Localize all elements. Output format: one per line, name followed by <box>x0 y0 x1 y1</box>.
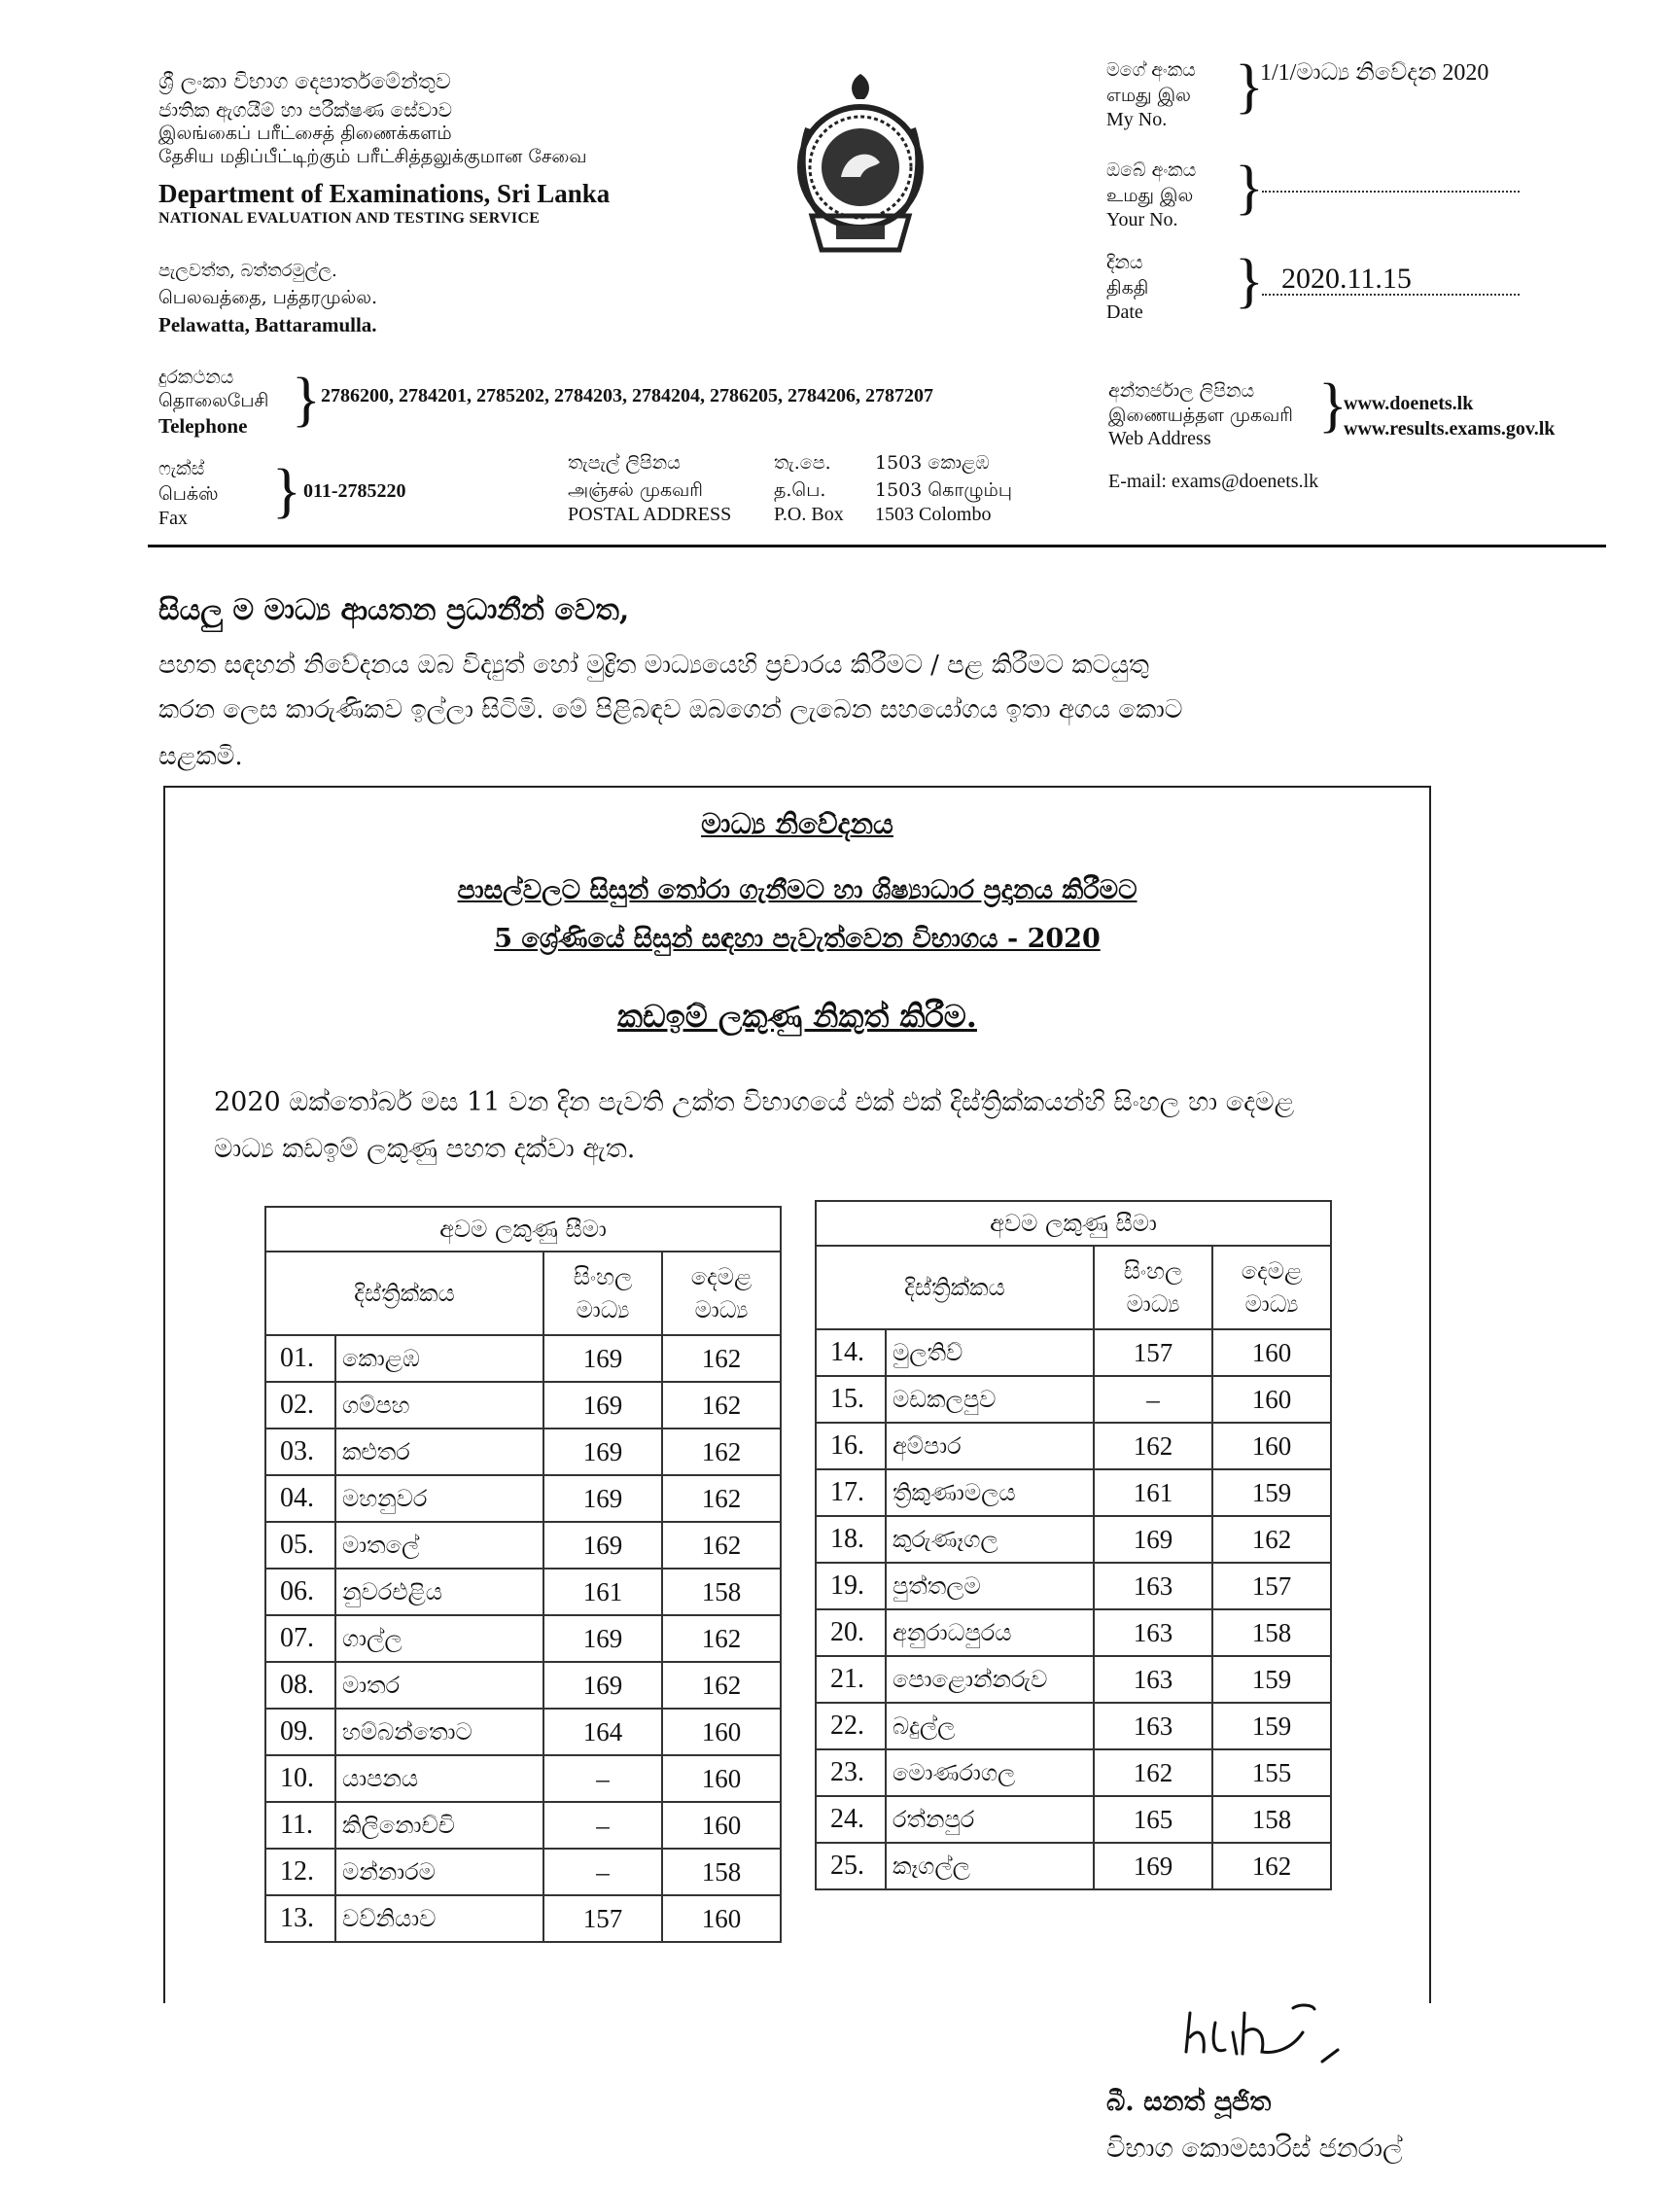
tamil-medium-mark: 162 <box>662 1522 781 1569</box>
fax-number: 011-2785220 <box>303 480 406 502</box>
date-brace: } <box>1235 248 1264 314</box>
email-address[interactable]: E-mail: exams@doenets.lk <box>1108 471 1319 492</box>
notice-subtitle-2: 5 ශ්‍රේණියේ සිසුන් සඳහා පැවැත්වෙන විභාගය - 2020 <box>494 924 1101 954</box>
left-col-sinhala-line1: සිංහල <box>573 1263 633 1290</box>
cutoff-table-right <box>815 1200 1332 1890</box>
pobox-label-sinhala: තැ.පෙ. <box>774 452 831 474</box>
district-number: 03. <box>265 1429 335 1475</box>
left-table-row <box>265 1522 781 1569</box>
tel-label-english: Telephone <box>158 414 248 438</box>
signatory-name: බී. සනත් පූජිත <box>1106 2087 1272 2117</box>
telephone-numbers: 2786200, 2784201, 2785202, 2784203, 2784204, 2786205, 2784206, 2787207 <box>321 385 933 406</box>
notice-subtitle-1: පාසල්වලට සිසුන් තෝරා ගැනීමට හා ශිෂ්‍යාධාර ප්‍රදානය කිරීමට <box>457 875 1138 905</box>
header-divider <box>148 545 1606 547</box>
sinhala-medium-mark: 169 <box>1094 1843 1212 1889</box>
your-no-label-tamil: உமது இல <box>1106 185 1194 206</box>
district-number: 17. <box>816 1469 886 1516</box>
pobox-value-sinhala: 1503 කොළඹ <box>875 452 990 474</box>
your-no-label-sinhala: ඔබේ අංකය <box>1106 159 1197 181</box>
right-group-header: අවම ලකුණු සීමා <box>816 1201 1331 1246</box>
right-col-sinhala-line1: සිංහල <box>1123 1257 1183 1285</box>
district-name: පුත්තලම <box>886 1563 1094 1609</box>
district-number: 15. <box>816 1376 886 1423</box>
tamil-medium-mark: 158 <box>662 1849 781 1895</box>
district-number: 24. <box>816 1796 886 1843</box>
tamil-medium-mark: 160 <box>662 1755 781 1802</box>
district-number: 20. <box>816 1609 886 1656</box>
website-link-doenets[interactable]: www.doenets.lk <box>1344 393 1474 414</box>
left-table-body <box>265 1335 781 1942</box>
left-table-row <box>265 1569 781 1615</box>
district-name: කිලිනොච්චි <box>335 1802 543 1849</box>
address-english: Pelawatta, Battaramulla. <box>158 313 377 336</box>
left-col-sinhala <box>543 1252 662 1335</box>
your-no-brace: } <box>1235 155 1264 221</box>
emblem-seal-icon <box>792 70 928 265</box>
district-number: 21. <box>816 1656 886 1703</box>
nets-name-english: NATIONAL EVALUATION AND TESTING SERVICE <box>158 210 541 227</box>
sinhala-medium-mark: 162 <box>1094 1423 1212 1469</box>
address-sinhala: පැලවත්ත, බත්තරමුල්ල. <box>158 261 337 281</box>
district-name: මහනුවර <box>335 1475 543 1522</box>
district-number: 05. <box>265 1522 335 1569</box>
fax-label-english: Fax <box>158 508 188 529</box>
right-col-district: දිස්ත්‍රික්කය <box>816 1246 1094 1329</box>
district-name: මඩකලපුව <box>886 1376 1094 1423</box>
right-table-row <box>816 1703 1331 1749</box>
tamil-medium-mark: 155 <box>1212 1749 1331 1796</box>
district-number: 01. <box>265 1335 335 1382</box>
notice-heading: කඩඉම් ලකුණු නිකුත් කිරීම. <box>617 998 977 1035</box>
sinhala-medium-mark: – <box>543 1802 662 1849</box>
sinhala-medium-mark: – <box>1094 1376 1212 1423</box>
district-number: 16. <box>816 1423 886 1469</box>
right-table-row <box>816 1656 1331 1703</box>
district-number: 02. <box>265 1382 335 1429</box>
right-col-sinhala <box>1094 1246 1212 1329</box>
district-name: කළුතර <box>335 1429 543 1475</box>
left-table-row <box>265 1662 781 1709</box>
district-name: ත්‍රිකුණාමලය <box>886 1469 1094 1516</box>
district-name: කුරුණෑගල <box>886 1516 1094 1563</box>
your-no-label-english: Your No. <box>1106 209 1178 230</box>
district-number: 22. <box>816 1703 886 1749</box>
date-label-english: Date <box>1106 301 1143 323</box>
district-number: 19. <box>816 1563 886 1609</box>
pobox-label-english: P.O. Box <box>774 504 844 525</box>
tel-label-tamil: தொலைபேசி <box>158 390 269 411</box>
sinhala-medium-mark: 157 <box>1094 1329 1212 1376</box>
cutoff-marks-table-right <box>815 1200 1332 1890</box>
right-table-row <box>816 1329 1331 1376</box>
sinhala-medium-mark: 164 <box>543 1709 662 1755</box>
district-name: ගාල්ල <box>335 1615 543 1662</box>
district-name: මාතර <box>335 1662 543 1709</box>
district-number: 14. <box>816 1329 886 1376</box>
tamil-medium-mark: 160 <box>662 1802 781 1849</box>
notice-paragraph-line-2: මාධ්‍ය කඩඉම් ලකුණු පහත දක්වා ඇත. <box>214 1134 636 1164</box>
my-no-label-sinhala: මගේ අංකය <box>1106 59 1196 81</box>
pobox-label-tamil: த.பெ. <box>774 479 826 501</box>
sinhala-medium-mark: 161 <box>1094 1469 1212 1516</box>
district-name: අනුරාධපුරය <box>886 1609 1094 1656</box>
cutoff-table-left <box>264 1206 782 1943</box>
district-number: 10. <box>265 1755 335 1802</box>
right-col-tamil-line1: දෙමළ <box>1241 1257 1303 1285</box>
sinhala-medium-mark: 169 <box>543 1615 662 1662</box>
left-col-tamil-line2: මාධ්‍ය <box>694 1296 749 1323</box>
sinhala-medium-mark: 161 <box>543 1569 662 1615</box>
dept-name-english: Department of Examinations, Sri Lanka <box>158 179 611 208</box>
left-table-row <box>265 1849 781 1895</box>
date-label-tamil: திகதி <box>1106 277 1149 299</box>
district-name: ගම්පහ <box>335 1382 543 1429</box>
date-value: 2020.11.15 <box>1281 263 1412 295</box>
right-col-tamil <box>1212 1246 1331 1329</box>
left-table-row <box>265 1755 781 1802</box>
tamil-medium-mark: 162 <box>662 1615 781 1662</box>
right-table-row <box>816 1423 1331 1469</box>
district-name: යාපනය <box>335 1755 543 1802</box>
pobox-value-english: 1503 Colombo <box>875 504 992 525</box>
fax-label-sinhala: ෆැක්ස් <box>158 458 205 479</box>
right-table-row <box>816 1376 1331 1423</box>
district-name: මුලතිව් <box>886 1329 1094 1376</box>
district-number: 07. <box>265 1615 335 1662</box>
right-table-row <box>816 1609 1331 1656</box>
right-table-row <box>816 1469 1331 1516</box>
district-number: 09. <box>265 1709 335 1755</box>
nets-name-sinhala: ජාතික ඇගයීම් හා පරීක්ෂණ සේවාව <box>158 98 452 122</box>
right-col-tamil-line2: මාධ්‍ය <box>1244 1290 1299 1318</box>
my-no-label-english: My No. <box>1106 109 1168 130</box>
district-number: 13. <box>265 1895 335 1942</box>
sinhala-medium-mark: 169 <box>543 1335 662 1382</box>
tamil-medium-mark: 162 <box>662 1335 781 1382</box>
district-number: 25. <box>816 1843 886 1889</box>
right-table-row <box>816 1516 1331 1563</box>
sinhala-medium-mark: 163 <box>1094 1656 1212 1703</box>
my-no-brace: } <box>1235 53 1264 120</box>
salutation: සියලු ම මාධ්‍ය ආයතන ප්‍රධානීන් වෙත, <box>158 593 630 627</box>
right-table-row <box>816 1796 1331 1843</box>
nets-name-tamil: தேசிய மதிப்பீட்டிற்கும் பரீட்சித்தலுக்குமான சேவை <box>158 146 587 167</box>
notice-title: මාධ්‍ය නිවේදනය <box>701 807 893 840</box>
district-name: හම්බන්තොට <box>335 1709 543 1755</box>
right-table-row <box>816 1749 1331 1796</box>
left-col-tamil <box>662 1252 781 1335</box>
sinhala-medium-mark: 163 <box>1094 1563 1212 1609</box>
tamil-medium-mark: 159 <box>1212 1703 1331 1749</box>
district-name: රත්නපුර <box>886 1796 1094 1843</box>
tamil-medium-mark: 162 <box>662 1382 781 1429</box>
right-table-row <box>816 1563 1331 1609</box>
tamil-medium-mark: 158 <box>1212 1609 1331 1656</box>
district-name: කෑගල්ල <box>886 1843 1094 1889</box>
district-name: මොණරාගල <box>886 1749 1094 1796</box>
district-name: මන්නාරම <box>335 1849 543 1895</box>
sinhala-medium-mark: 169 <box>543 1382 662 1429</box>
sinhala-medium-mark: – <box>543 1849 662 1895</box>
postal-label-tamil: அஞ்சல் முகவரி <box>568 479 703 501</box>
address-tamil: பெலவத்தை, பத்தரமுல்ல. <box>158 287 378 308</box>
sinhala-medium-mark: 169 <box>543 1662 662 1709</box>
sinhala-medium-mark: 162 <box>1094 1749 1212 1796</box>
district-number: 04. <box>265 1475 335 1522</box>
left-col-tamil-line1: දෙමළ <box>690 1263 752 1290</box>
sinhala-medium-mark: 169 <box>543 1522 662 1569</box>
left-table-row <box>265 1709 781 1755</box>
district-number: 06. <box>265 1569 335 1615</box>
district-name: මාතලේ <box>335 1522 543 1569</box>
date-underline <box>1262 294 1520 296</box>
web-label-sinhala: අන්තර්ජාල ලිපිනය <box>1108 380 1255 402</box>
left-table-row <box>265 1895 781 1942</box>
my-no-value: 1/1/මාධ්‍ය නිවේදන 2020 <box>1260 60 1489 86</box>
web-brace: } <box>1318 372 1348 439</box>
sinhala-medium-mark: 169 <box>543 1429 662 1475</box>
district-number: 12. <box>265 1849 335 1895</box>
district-number: 11. <box>265 1802 335 1849</box>
pobox-value-tamil: 1503 கொழும்பு <box>875 479 1012 501</box>
my-no-label-tamil: எமது இல <box>1106 85 1191 106</box>
tamil-medium-mark: 162 <box>1212 1843 1331 1889</box>
sri-lanka-emblem <box>792 70 928 265</box>
sinhala-medium-mark: 157 <box>543 1895 662 1942</box>
postal-label-english: POSTAL ADDRESS <box>568 504 732 525</box>
district-number: 18. <box>816 1516 886 1563</box>
left-group-header: අවම ලකුණු සීමා <box>265 1207 781 1252</box>
intro-line-2: කරන ලෙස කාරුණිකව ඉල්ලා සිටිමි. මේ පිළිබඳව ඔබගෙන් ලැබෙන සහයෝගය ඉතා අගය කොට <box>158 695 1183 724</box>
fax-label-tamil: பெக்ஸ் <box>158 483 219 505</box>
postal-label-sinhala: තැපැල් ලිපිනය <box>568 452 681 474</box>
notice-paragraph-line-1: 2020 ඔක්තෝබර් මස 11 වන දින පැවති උක්ත විභාගයේ එක් එක් දිස්ත්‍රික්කයන්හි සිංහල හා දෙමළ <box>214 1087 1295 1117</box>
sinhala-medium-mark: 169 <box>543 1475 662 1522</box>
sinhala-medium-mark: 163 <box>1094 1703 1212 1749</box>
dept-name-tamil: இலங்கைப் பரீட்சைத் திணைக்களம் <box>158 123 452 144</box>
tamil-medium-mark: 160 <box>662 1709 781 1755</box>
tamil-medium-mark: 159 <box>1212 1469 1331 1516</box>
district-number: 08. <box>265 1662 335 1709</box>
tamil-medium-mark: 159 <box>1212 1656 1331 1703</box>
sinhala-medium-mark: 169 <box>1094 1516 1212 1563</box>
tamil-medium-mark: 162 <box>1212 1516 1331 1563</box>
district-name: නුවරඑළිය <box>335 1569 543 1615</box>
your-no-blank-line <box>1262 191 1520 193</box>
date-label-sinhala: දිනය <box>1106 252 1143 273</box>
tel-label-sinhala: දුරකථනය <box>158 367 234 388</box>
tamil-medium-mark: 160 <box>1212 1329 1331 1376</box>
district-name: පොළොන්නරුව <box>886 1656 1094 1703</box>
signatory-title: විභාග කොමසාරිස් ජනරාල් <box>1106 2134 1403 2164</box>
signature-icon <box>1176 1993 1351 2071</box>
left-table-row <box>265 1382 781 1429</box>
sinhala-medium-mark: 163 <box>1094 1609 1212 1656</box>
right-col-sinhala-line2: මාධ්‍ය <box>1126 1290 1180 1318</box>
left-table-row <box>265 1335 781 1382</box>
cutoff-marks-table-left <box>264 1206 782 1943</box>
website-link-results[interactable]: www.results.exams.gov.lk <box>1344 418 1556 440</box>
signature-scribble <box>1176 1993 1351 2082</box>
left-table-row <box>265 1429 781 1475</box>
intro-line-3: සළකමි. <box>158 742 243 771</box>
web-label-english: Web Address <box>1108 428 1211 449</box>
tamil-medium-mark: 162 <box>662 1475 781 1522</box>
left-table-row <box>265 1475 781 1522</box>
district-name: අම්පාර <box>886 1423 1094 1469</box>
tamil-medium-mark: 162 <box>662 1429 781 1475</box>
tamil-medium-mark: 157 <box>1212 1563 1331 1609</box>
district-name: කොළඹ <box>335 1335 543 1382</box>
web-label-tamil: இணையத்தள முகவரி <box>1108 405 1293 426</box>
left-table-row <box>265 1615 781 1662</box>
right-table-body <box>816 1329 1331 1889</box>
district-name: බදුල්ල <box>886 1703 1094 1749</box>
sinhala-medium-mark: 165 <box>1094 1796 1212 1843</box>
district-number: 23. <box>816 1749 886 1796</box>
tamil-medium-mark: 160 <box>662 1895 781 1942</box>
fax-brace: } <box>272 458 301 524</box>
left-table-row <box>265 1802 781 1849</box>
sinhala-medium-mark: – <box>543 1755 662 1802</box>
left-col-sinhala-line2: මාධ්‍ය <box>576 1296 630 1323</box>
left-col-district: දිස්ත්‍රික්කය <box>265 1252 543 1335</box>
intro-line-1: පහත සඳහන් නිවේදනය ඔබ විද්‍යුත් හෝ මුද්‍රිත මාධ්‍යයෙහි ප්‍රචාරය කිරීමට / පළ කිරීමට කටයුතු <box>158 651 1149 680</box>
tamil-medium-mark: 158 <box>1212 1796 1331 1843</box>
tel-brace: } <box>292 367 321 433</box>
tamil-medium-mark: 162 <box>662 1662 781 1709</box>
district-name: වව්නියාව <box>335 1895 543 1942</box>
right-table-row <box>816 1843 1331 1889</box>
tamil-medium-mark: 160 <box>1212 1423 1331 1469</box>
tamil-medium-mark: 160 <box>1212 1376 1331 1423</box>
tamil-medium-mark: 158 <box>662 1569 781 1615</box>
dept-name-sinhala: ශ්‍රී ලංකා විභාග දෙපාර්තමේන්තුව <box>158 70 451 94</box>
